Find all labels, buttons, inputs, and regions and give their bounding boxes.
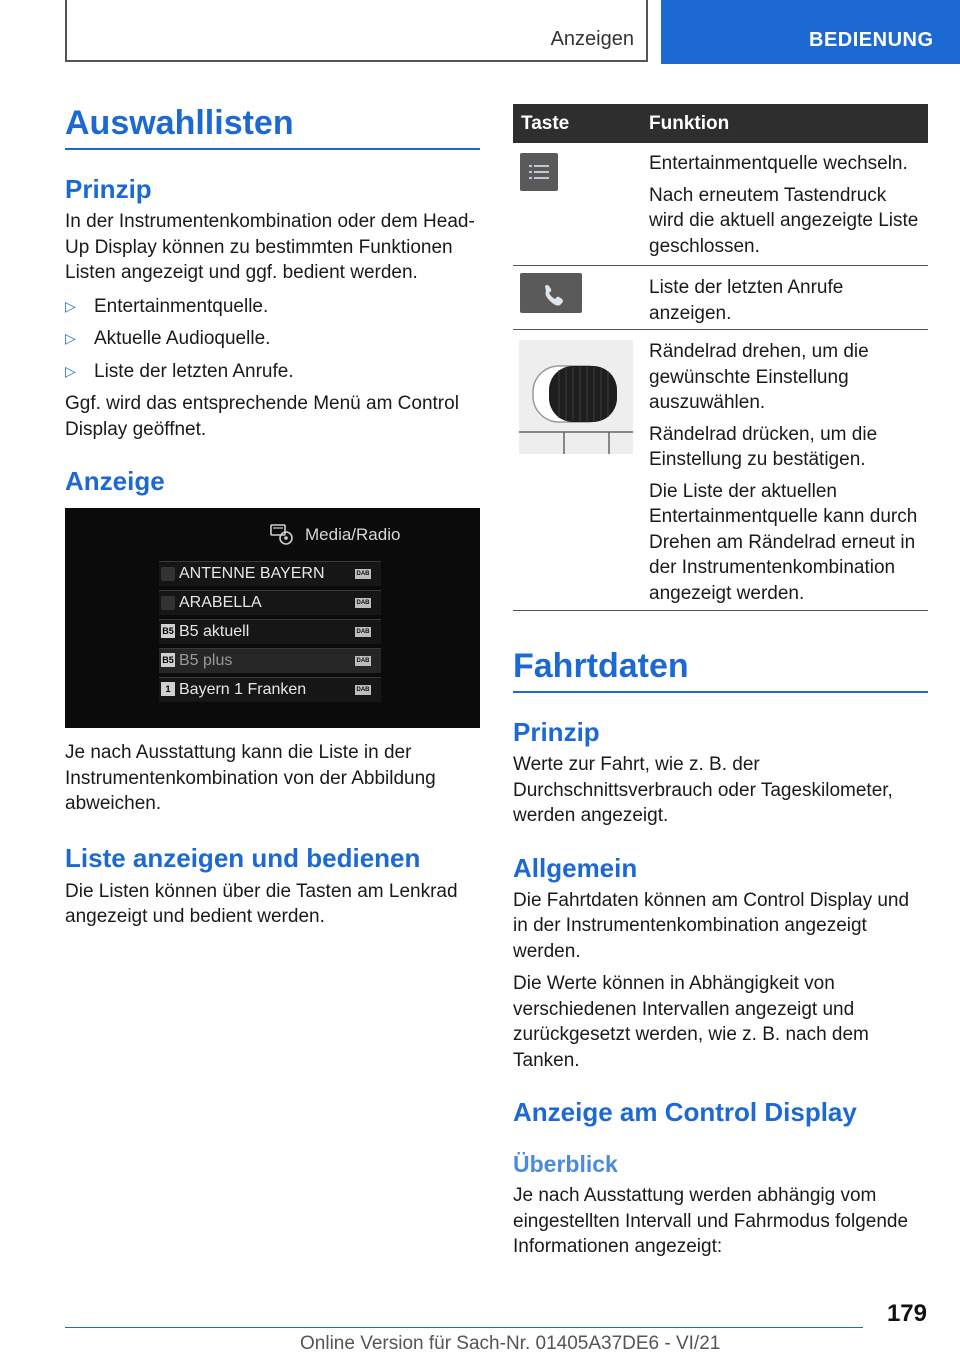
fahrtdaten-prinzip-text: Werte zur Fahrt, wie z. B. der Durchschnittsverbrauch oder Tageskilometer, werden angezeigt.	[513, 754, 893, 827]
media-radio-screenshot	[65, 508, 480, 728]
liste-heading: Liste anzeigen und bedienen	[65, 842, 421, 873]
function-text: Rändelrad drehen, um die gewünschte Einstellung auszuwählen.	[649, 341, 869, 413]
station-row	[159, 619, 381, 644]
phone-key-icon	[520, 273, 582, 313]
table-header-funktion: Funktion	[649, 113, 730, 134]
liste-text: Die Listen können über die Tasten am Lenkrad angezeigt und bedient werden.	[65, 880, 458, 928]
bullet-text: Liste der letzten Anrufe.	[94, 360, 294, 382]
station-name: ANTENNE BAYERN	[179, 565, 325, 582]
station-row	[159, 561, 381, 586]
media-radio-icon	[269, 521, 295, 547]
function-text: Rändelrad drücken, um die Einstellung zu bestätigen.	[649, 423, 878, 470]
station-logo: B5	[162, 655, 174, 665]
bullet-list	[65, 294, 480, 385]
station-name: B5 aktuell	[179, 623, 250, 640]
button-function-table	[513, 104, 928, 611]
left-column	[65, 104, 480, 497]
station-badge: DAB	[356, 629, 370, 635]
station-name: Bayern 1 Franken	[179, 681, 307, 698]
header-chapter-box	[661, 0, 960, 64]
allgemein-text: Die Fahrtdaten können am Control Display und in der Instrumentenkombination angezeigt werden.	[513, 889, 910, 962]
bullet-item	[65, 294, 480, 320]
station-logo-placeholder	[161, 596, 175, 610]
station-badge: DAB	[356, 600, 370, 606]
prinzip-text: In der Instrumentenkombination oder dem Head-Up Display können zu bestimmten Funktionen Listen angezeigt und ggf. bedient werden.	[65, 211, 475, 284]
footer-text: Online Version für Sach-Nr. 01405A37DE6 - VI/21	[300, 1333, 721, 1354]
footer-rule	[65, 1327, 863, 1328]
anzeige-heading: Anzeige	[65, 466, 165, 497]
allgemein-text: Die Werte können in Abhängigkeit von verschiedenen Intervallen angezeigt und zurückgesetzt werden, wie z. B. nach dem Tanken.	[513, 973, 869, 1071]
function-text: Liste der letzten Anrufe anzeigen.	[649, 277, 844, 324]
function-cell	[649, 151, 924, 265]
header-section-title: Anzeigen	[550, 28, 634, 50]
station-logo: B5	[162, 626, 174, 636]
left-column-lower	[65, 740, 480, 930]
title-block	[65, 104, 480, 150]
station-row	[159, 677, 381, 702]
note-text: Ggf. wird das entsprechende Menü am Control Display geöffnet.	[65, 393, 459, 440]
fahrtdaten-title: Fahrtdaten	[513, 647, 689, 685]
page-number: 179	[886, 1300, 927, 1327]
function-cell	[649, 339, 924, 612]
table-row	[513, 143, 928, 266]
function-text: Entertainmentquelle wechseln.	[649, 153, 908, 174]
table-row	[513, 266, 928, 330]
allgemein-heading: Allgemein	[513, 852, 638, 883]
fahrtdaten-title-block	[513, 647, 928, 693]
triangle-bullet-icon: ▷	[65, 362, 76, 379]
station-logo: 1	[161, 682, 175, 696]
station-logo-placeholder	[161, 567, 175, 581]
triangle-bullet-icon: ▷	[65, 297, 76, 314]
table-header-taste: Taste	[521, 113, 570, 134]
function-cell	[649, 275, 924, 332]
right-column-lower	[513, 647, 928, 1260]
screenshot-caption: Je nach Ausstattung kann die Liste in der Instrumentenkombination von der Abbildung abweichen.	[65, 742, 436, 814]
fahrtdaten-prinzip-heading: Prinzip	[513, 717, 600, 748]
bullet-item	[65, 326, 480, 352]
page-title: Auswahllisten	[65, 104, 294, 142]
thumbwheel-icon	[519, 340, 633, 454]
media-radio-title: Media/Radio	[305, 525, 401, 544]
triangle-bullet-icon: ▷	[65, 330, 76, 347]
function-text: Nach erneutem Tastendruck wird die aktuell angezeigte Liste geschlossen.	[649, 184, 919, 257]
ueberblick-heading: Überblick	[513, 1150, 618, 1177]
station-badge: DAB	[356, 658, 370, 664]
station-badge: DAB	[356, 571, 370, 577]
menu-key-icon	[520, 153, 558, 191]
header-chapter-title: BEDIENUNG	[809, 29, 934, 51]
header-section-box	[65, 0, 648, 62]
table-row	[513, 330, 928, 611]
station-badge: DAB	[356, 687, 370, 693]
station-row	[159, 590, 381, 615]
station-name: B5 plus	[179, 652, 233, 669]
prinzip-heading: Prinzip	[65, 174, 152, 205]
bullet-text: Aktuelle Audioquelle.	[94, 328, 271, 350]
ueberblick-text: Je nach Ausstattung werden abhängig vom eingestellten Intervall und Fahrmodus folgende Informationen angezeigt:	[513, 1185, 909, 1258]
bullet-item	[65, 359, 480, 385]
bullet-text: Entertainmentquelle.	[94, 295, 269, 317]
table-header	[513, 104, 928, 143]
control-display-heading: Anzeige am Control Display	[513, 1097, 857, 1128]
station-name: ARABELLA	[179, 594, 262, 611]
function-text: Die Liste der aktuellen Entertainmentquelle kann durch Drehen am Rändelrad erneut in der Instrumentenkombination angezeigt werden.	[649, 480, 918, 604]
station-row-selected	[159, 648, 381, 673]
